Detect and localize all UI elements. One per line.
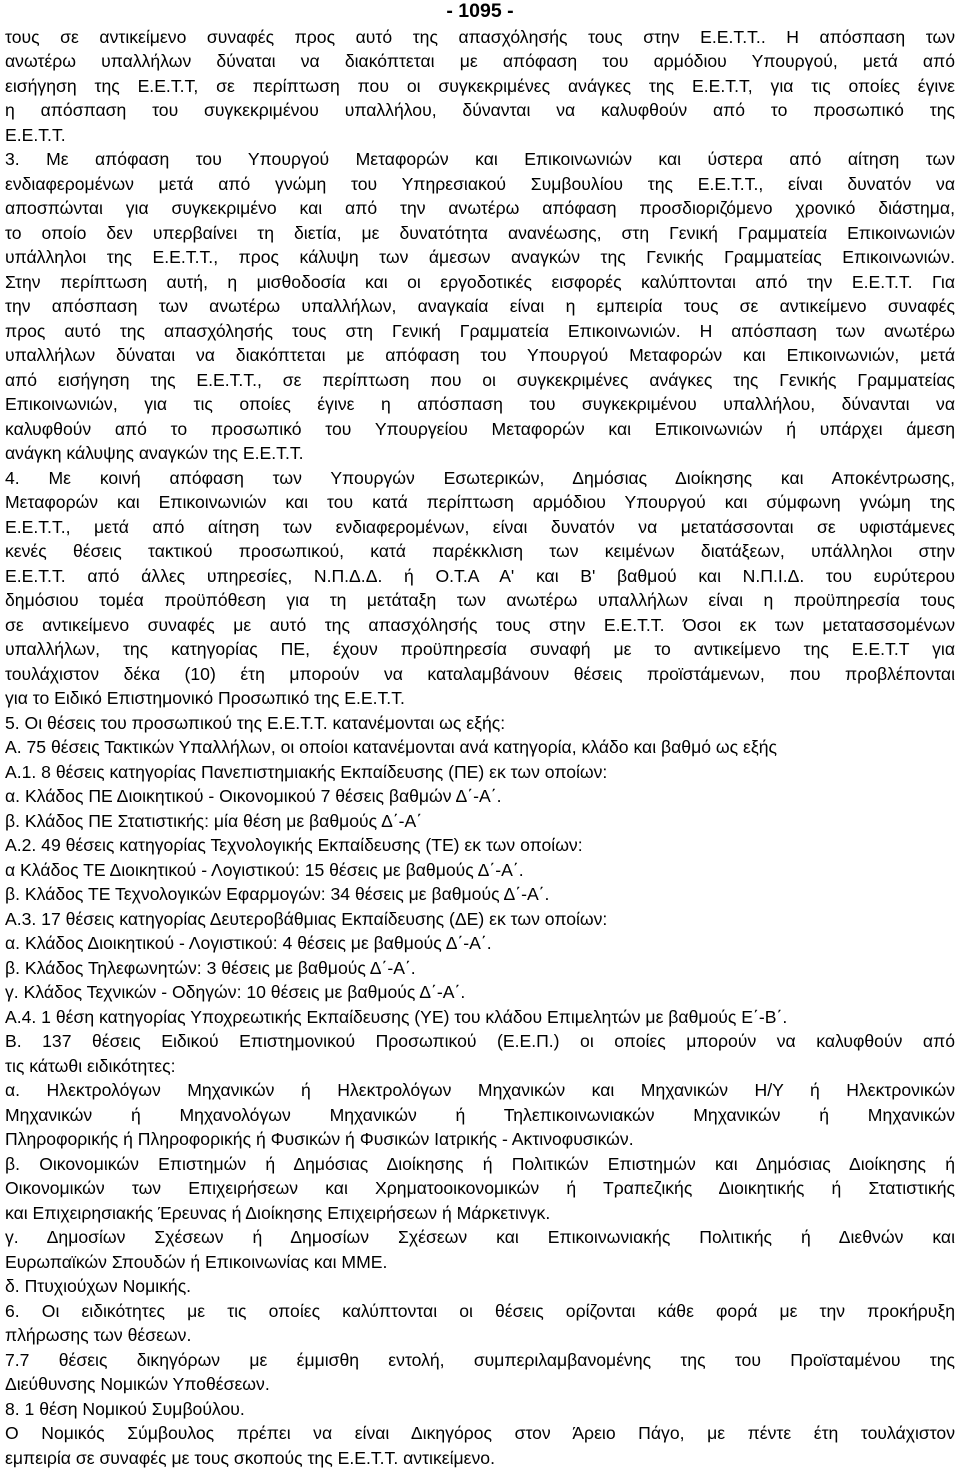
text-line: ανάγκη κάλυψης αναγκών της Ε.Ε.Τ.Τ.	[5, 443, 304, 463]
text-line: από εισήγηση της Ε.Ε.Τ.Τ., σε περίπτωση που οι συγκεκριμένες ανάγκες της Γενικής Γραμματείας	[5, 369, 955, 390]
text-line: την απόσπαση των ανωτέρω υπαλλήλων, αναγκαία είναι η εμπειρία τους σε αντικείμενο συναφές	[5, 296, 955, 316]
text-line: Οικονομικών των Επιχειρήσεων και Χρηματοοικονομικών ή Τραπεζικής Διοικητικής ή Στατιστικής	[5, 1178, 955, 1198]
text-line: δημόσιου τομέα προϋπόθεση για τη μετάταξη των ανωτέρω υπαλλήλων είναι η προϋπηρεσία τους	[5, 590, 955, 610]
text-line: 3. Με απόφαση του Υπουργού Μεταφορών και Επικοινωνιών και ύστερα από αίτηση των	[5, 149, 955, 169]
text-line: τις κάτωθι ειδικότητες:	[5, 1055, 176, 1076]
text-line: πλήρωσης των θέσεων.	[5, 1325, 192, 1345]
text-line: β. Κλάδος ΠΕ Στατιστικής: μία θέση με βαθμούς Δ΄-Α΄	[5, 810, 423, 831]
text-line: α Κλάδος ΤΕ Διοικητικού - Λογιστικού: 15 θέσεις με βαθμούς Δ΄-Α΄.	[5, 859, 524, 880]
text-line: β. Κλάδος Τηλεφωνητών: 3 θέσεις με βαθμούς Δ΄-Α΄.	[5, 957, 416, 978]
text-line: τους σε αντικείμενο συναφές προς αυτό της απασχόλησής τους στην Ε.Ε.Τ.Τ.. Η απόσπαση των	[5, 26, 955, 47]
text-line: Επικοινωνιών, για τις οποίες έγινε η απόσπαση του συγκεκριμένου υπαλλήλου, δύνανται να	[5, 394, 955, 414]
text-line: υπάλληλοι της Ε.Ε.Τ.Τ., προς κάλυψη των άμεσων αναγκών της Γενικής Γραμματείας Επικοινωνιών.	[5, 247, 955, 267]
text-line: ενδιαφερομένων μετά από γνώμη του Υπηρεσιακού Συμβουλίου της Ε.Ε.Τ.Τ., είναι δυνατόν να	[5, 173, 955, 194]
text-line: Ο Νομικός Σύμβουλος πρέπει να είναι Δικηγόρος στον Άρειο Πάγο, με πέντε έτη τουλάχιστον	[5, 1423, 955, 1443]
text-line: σε αντικείμενο συναφές με αυτό της απασχόλησής τους στην Ε.Ε.Τ.Τ. Όσοι εκ των μετατασσομένων	[5, 614, 955, 635]
text-line: Ε.Ε.Τ.Τ., μετά από αίτηση των ενδιαφερομένων, είναι δυνατόν να μετατάσσονται σε υφιστάμενες	[5, 516, 955, 537]
text-line: δ. Πτυχιούχων Νομικής.	[5, 1276, 192, 1296]
text-line: Μηχανικών ή Μηχανολόγων Μηχανικών ή Τηλεπικοινωνιακών Μηχανικών ή Μηχανικών	[5, 1104, 955, 1125]
text-line: προς αυτό της απασχόλησής τους στη Γενική Γραμματεία Επικοινωνιών. Η απόσπαση των ανωτέρω	[5, 320, 955, 341]
text-line: Α. 75 θέσεις Τακτικών Υπαλλήλων, οι οποίοι κατανέμονται ανά κατηγορία, κλάδο και βαθμό ως εξής	[5, 737, 777, 757]
text-line: 4. Με κοινή απόφαση των Υπουργών Εσωτερικών, Δημόσιας Διοίκησης και Αποκέντρωσης,	[5, 467, 955, 488]
text-line: 8. 1 θέση Νομικού Συμβούλου.	[5, 1398, 245, 1419]
text-line: και Επιχειρησιακής Έρευνας ή Διοίκησης Επιχειρήσεων ή Μάρκετινγκ.	[5, 1202, 551, 1223]
text-line: γ. Κλάδος Τεχνικών - Οδηγών: 10 θέσεις με βαθμούς Δ΄-Α΄.	[5, 982, 466, 1002]
text-line: Α.4. 1 θέση κατηγορίας Υποχρεωτικής Εκπαίδευσης (ΥΕ) του κλάδου Επιμελητών με βαθμούς Ε΄-Β΄.	[5, 1006, 788, 1027]
text-line: β. Κλάδος ΤΕ Τεχνολογικών Εφαρμογών: 34 θέσεις με βαθμούς Δ΄-Α΄.	[5, 884, 550, 904]
text-line: α. Κλάδος ΠΕ Διοικητικού - Οικονομικού 7 θέσεις βαθμών Δ΄-Α΄.	[5, 786, 502, 806]
text-line: Β. 137 θέσεις Ειδικού Επιστημονικού Προσωπικού (Ε.Ε.Π.) οι οποίες μπορούν να καλυφθούν από	[5, 1031, 955, 1051]
text-line: ανωτέρω υπαλλήλων δύναται να διακόπτεται με απόφαση του αρμόδιου Υπουργού, μετά από	[5, 51, 955, 71]
text-line: α. Κλάδος Διοικητικού - Λογιστικού: 4 θέσεις με βαθμούς Δ΄-Α΄.	[5, 933, 492, 953]
text-line: 7.7 θέσεις δικηγόρων με έμμισθη εντολή, συμπεριλαμβανομένης της του Προϊσταμένου της	[5, 1349, 955, 1370]
text-line: τουλάχιστον δέκα (10) έτη μπορούν να καταλαμβάνουν θέσεις προϊστάμενων, που προβλέπονται	[5, 663, 955, 684]
text-line: υπαλλήλων, της κατηγορίας ΠΕ, έχουν προϋπηρεσία συναφή με το αντικείμενο της Ε.Ε.Τ.Τ για	[5, 639, 955, 659]
text-line: Α.3. 17 θέσεις κατηγορίας Δευτεροβάθμιας Εκπαίδευσης (ΔΕ) εκ των οποίων:	[5, 908, 608, 929]
text-line: υπαλλήλων δύναται να διακόπτεται με απόφαση του Υπουργού Μεταφορών και Επικοινωνιών, μετά	[5, 345, 955, 365]
text-line: Μεταφορών και Επικοινωνιών και του κατά περίπτωση αρμόδιου Υπουργού και σύμφωνη γνώμη της	[5, 492, 955, 512]
text-line: Στην περίπτωση αυτή, η μισθοδοσία και οι εργοδοτικές εισφορές καλύπτονται από την Ε.Ε.Τ.Τ. Για	[5, 271, 955, 292]
text-line: αποσπώνται για συγκεκριμένο και από την ανωτέρω απόφαση προσδιοριζόμενο χρονικό διάστημα,	[5, 198, 955, 218]
text-line: Πληροφορικής ή Πληροφορικής ή Φυσικών ή Φυσικών Ιατρικής - Ακτινοφυσικών.	[5, 1129, 634, 1149]
text-line: β. Οικονομικών Επιστημών ή Δημόσιας Διοίκησης ή Πολιτικών Επιστημών και Δημόσιας Διοίκησης ή	[5, 1153, 955, 1174]
text-line: καλυφθούν από το προσωπικό του Υπουργείου Μεταφορών και Επικοινωνιών ή υπάρχει άμεση	[5, 418, 955, 439]
text-line: εισήγηση της Ε.Ε.Τ.Τ, σε περίπτωση που οι συγκεκριμένες ανάγκες της Ε.Ε.Τ.Τ, για τις οποίες έγινε	[5, 75, 955, 96]
text-line: Ε.Ε.Τ.Τ.	[5, 124, 66, 145]
document-body	[5, 25, 955, 1471]
text-line: εμπειρία σε συναφές με τους σκοπούς της Ε.Ε.Τ.Τ. αντικείμενο.	[5, 1447, 495, 1468]
text-line: Α.1. 8 θέσεις κατηγορίας Πανεπιστημιακής Εκπαίδευσης (ΠΕ) εκ των οποίων:	[5, 761, 608, 782]
text-line: η απόσπαση του συγκεκριμένου υπαλλήλου, δύνανται να καλυφθούν από το προσωπικό της	[5, 100, 955, 120]
text-line: 6. Οι ειδικότητες με τις οποίες καλύπτονται οι θέσεις ορίζονται κάθε φορά με την προκήρυξη	[5, 1300, 955, 1321]
text-line: κενές θέσεις τακτικού προσωπικού, κατά παρέκκλιση των κειμένων διατάξεων, υπάλληλοι στην	[5, 541, 955, 561]
text-line: για το Ειδικό Επιστημονικό Προσωπικό της Ε.Ε.Τ.Τ.	[5, 688, 405, 708]
text-line: Ε.Ε.Τ.Τ. από άλλες υπηρεσίες, Ν.Π.Δ.Δ. ή Ο.Τ.Α Α' και Β' βαθμού και Ν.Π.Ι.Δ. του ευρύτερου	[5, 565, 955, 586]
text-line: α. Ηλεκτρολόγων Μηχανικών ή Ηλεκτρολόγων Μηχανικών και Μηχανικών Η/Υ ή Ηλεκτρονικών	[5, 1080, 955, 1100]
page-number: - 1095 -	[446, 0, 514, 22]
text-line: Διεύθυνσης Νομικών Υποθέσεων.	[5, 1374, 270, 1394]
text-line: γ. Δημοσίων Σχέσεων ή Δημοσίων Σχέσεων και Επικοινωνιακής Πολιτικής ή Διεθνών και	[5, 1227, 955, 1247]
text-line: Ευρωπαϊκών Σπουδών ή Επικοινωνίας και ΜΜΕ.	[5, 1251, 388, 1272]
text-line: το οποίο δεν υπερβαίνει τη διετία, με δυνατότητα ανανέωσης, στη Γενική Γραμματεία Επικοινωνιών	[5, 222, 955, 243]
text-line: 5. Οι θέσεις του προσωπικού της Ε.Ε.Τ.Τ. κατανέμονται ως εξής:	[5, 712, 506, 733]
text-line: Α.2. 49 θέσεις κατηγορίας Τεχνολογικής Εκπαίδευσης (ΤΕ) εκ των οποίων:	[5, 835, 583, 855]
